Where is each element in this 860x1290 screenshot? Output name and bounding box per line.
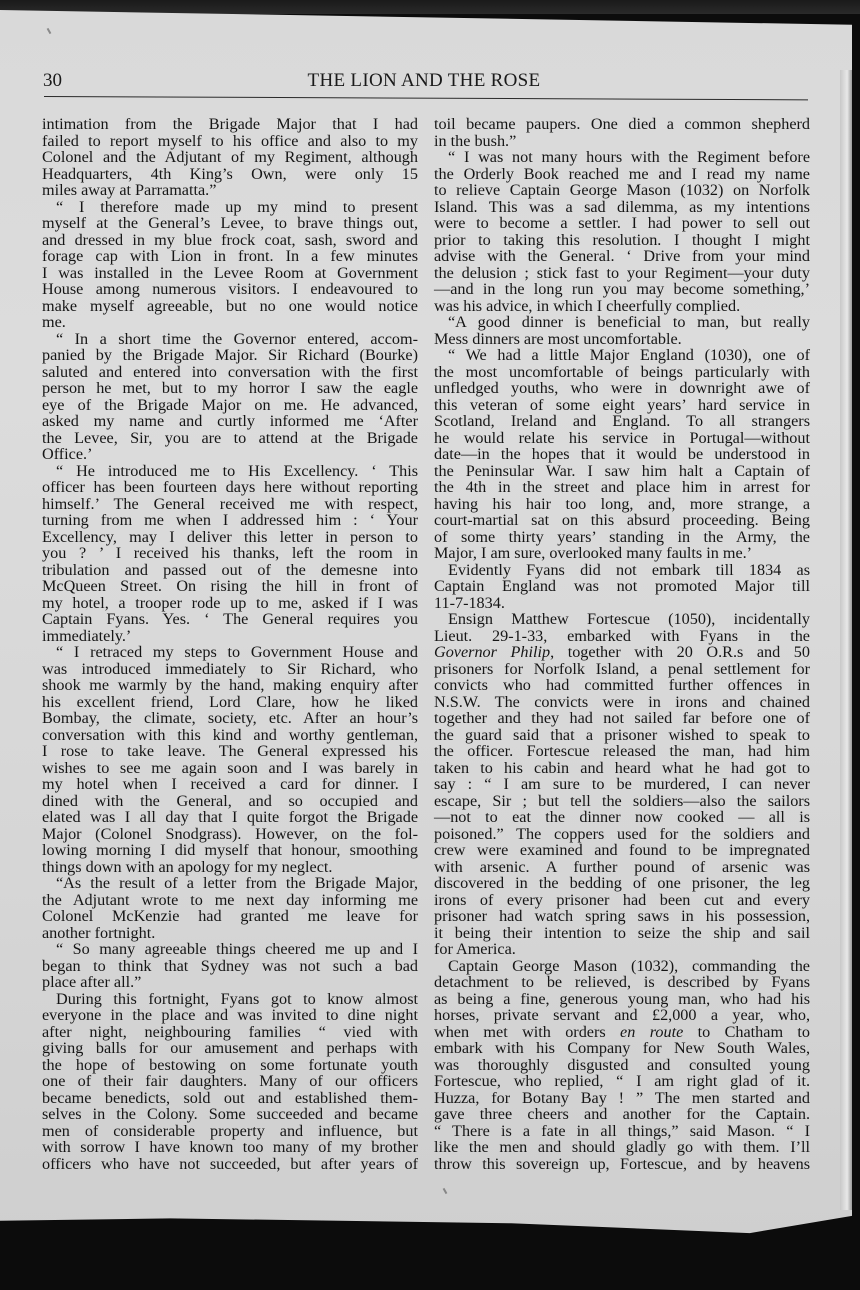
text-line	[434, 991, 810, 1008]
text-run: gave three cheers and another for the Captain.	[434, 1105, 810, 1123]
text-line	[434, 265, 810, 282]
text-run: wishes to see me again soon and I was barely in	[42, 758, 418, 777]
text-run: —and in the long run you may become something,’	[434, 280, 810, 298]
text-line	[42, 941, 418, 958]
text-line	[434, 199, 810, 216]
text-line	[42, 1024, 418, 1041]
text-run: the Adjutant wrote to me next day informing me	[42, 890, 418, 909]
text-run: my hotel, a trooper rode up to me, asked if I was	[42, 593, 418, 612]
text-run: the Levee, Sir, you are to attend at the Brigade	[42, 428, 418, 447]
text-run: my hotel when I received a card for dinner. I	[42, 775, 418, 793]
text-line	[434, 595, 810, 612]
text-run: Major, I am sure, overlooked many faults in me.’	[434, 544, 753, 562]
text-run: Captain England was not promoted Major till	[434, 577, 810, 595]
text-line	[42, 809, 418, 826]
text-line	[434, 1040, 810, 1057]
text-run: “ I therefore made up my mind to present	[56, 197, 418, 216]
text-run: Ensign Matthew Fortescue (1050), incidentally	[448, 610, 810, 628]
text-line	[42, 677, 418, 694]
running-head	[40, 70, 808, 96]
text-line	[42, 1090, 418, 1107]
text-run: embark with his Company for New South Wales,	[434, 1039, 810, 1057]
text-line	[434, 545, 810, 562]
text-run: as being a fine, generous young man, who had his	[434, 989, 810, 1008]
italic-text-run: en route	[620, 1022, 684, 1041]
text-run: failed to report myself to his office and also to my	[42, 131, 418, 150]
text-run: House among numerous visitors. I endeavoured to	[42, 280, 418, 298]
text-run: saluted and entered into conversation with the first	[42, 362, 418, 381]
text-run: 11-7-1834.	[434, 593, 505, 612]
text-run: make myself agreeable, but no one would notice	[42, 296, 418, 315]
text-line	[42, 232, 418, 249]
text-run: in the bush.”	[434, 131, 517, 150]
italic-text-run: Governor Philip	[434, 643, 551, 661]
text-line	[434, 413, 810, 430]
text-run: irons of every prisoner had been cut and every	[434, 890, 810, 909]
text-run: detachment to be relieved, is described by Fyans	[434, 973, 810, 991]
text-run: immediately.’	[42, 626, 132, 645]
text-line	[42, 908, 418, 925]
text-run: and dressed in my blue frock coat, sash, sword and	[42, 230, 418, 249]
text-line	[434, 446, 810, 463]
text-run: During this fortnight, Fyans got to know almost	[56, 989, 418, 1008]
text-run: with sorrow I have known too many of my brother	[42, 1138, 418, 1156]
text-run: court-martial sat on this absurd proceeding. Being	[434, 511, 810, 529]
text-run: it being their intention to seize the ship and sail	[434, 923, 810, 942]
text-run: with arsenic. A further pound of arsenic was	[434, 857, 810, 876]
text-run: lowing morning I did myself that honour, smoothing	[42, 841, 418, 859]
text-line	[434, 1106, 810, 1123]
text-run: escape, Sir ; but tell the soldiers—also the sailors	[434, 791, 810, 810]
text-run: the Peninsular War. I saw him halt a Captain of	[434, 461, 810, 480]
text-run: to Chatham to	[683, 1022, 810, 1041]
text-run: panied by the Brigade Major. Sir Richard (Bourke)	[42, 346, 418, 364]
text-run: Headquarters, 4th King’s Own, were only 15	[42, 164, 418, 183]
text-run: crew were examined and found to be impregnated	[434, 841, 810, 859]
text-line	[434, 908, 810, 925]
text-run: “ There is a fate in all things,” said Mason. “ I	[434, 1121, 810, 1140]
text-line	[434, 875, 810, 892]
text-line	[42, 281, 418, 298]
text-run: me.	[42, 313, 66, 331]
text-line	[434, 479, 810, 496]
text-line	[42, 1123, 418, 1140]
text-run: I rose to take leave. The General expressed his	[42, 742, 418, 760]
text-run: unfledged youths, who were in downright awe of	[434, 379, 810, 397]
text-line	[434, 331, 810, 348]
text-line	[434, 578, 810, 595]
text-run: “ So many agreeable things cheered me up and I	[56, 940, 418, 958]
text-line	[42, 644, 418, 661]
text-line	[434, 232, 810, 249]
text-line	[42, 661, 418, 678]
text-line	[434, 1057, 810, 1074]
text-line	[434, 281, 810, 298]
text-run: tribulation and passed out of the demesne into	[42, 560, 418, 579]
text-run: Colonel McKenzie had granted me leave for	[42, 907, 418, 925]
right-text-column	[434, 116, 810, 1172]
text-run: began to think that Sydney was not such a bad	[42, 956, 418, 975]
text-line	[42, 1156, 418, 1173]
text-run: selves in the Colony. Some succeeded and became	[42, 1105, 418, 1123]
text-line	[434, 463, 810, 480]
text-run: the most uncomfortable of beings particularly with	[434, 362, 810, 381]
text-run: dined with the General, and so occupied and	[42, 791, 418, 810]
text-run: himself.’ The General received me with respect,	[42, 494, 418, 513]
text-line	[434, 496, 810, 513]
text-run: together and they had not sailed far before one of	[434, 709, 810, 727]
text-line	[42, 512, 418, 529]
text-line	[42, 1057, 418, 1074]
text-line	[42, 545, 418, 562]
text-line	[42, 793, 418, 810]
text-run: “ I retraced my steps to Government House and	[56, 643, 418, 661]
text-line	[434, 611, 810, 628]
text-line	[42, 727, 418, 744]
text-run: asked my name and curtly informed me ‘After	[42, 412, 418, 430]
text-line	[434, 380, 810, 397]
text-line	[42, 595, 418, 612]
text-run: horses, private servant and £2,000 a year, who,	[434, 1006, 810, 1024]
text-line	[434, 116, 810, 133]
text-line	[434, 298, 810, 315]
text-run: Colonel and the Adjutant of my Regiment, although	[42, 148, 418, 166]
text-line	[434, 826, 810, 843]
text-run: forage cap with Lion in front. In a few minutes	[42, 247, 418, 265]
text-run: officers who have not succeeded, but after years of	[42, 1154, 418, 1173]
text-line	[434, 1123, 810, 1140]
text-line	[42, 133, 418, 150]
text-line	[42, 430, 418, 447]
text-run: things down with an apology for my neglect.	[42, 857, 333, 876]
text-line	[42, 364, 418, 381]
top-shadow	[0, 0, 860, 14]
text-run: myself at the General’s Levee, to brave things out,	[42, 214, 418, 232]
text-line	[42, 710, 418, 727]
text-line	[434, 529, 810, 546]
text-run: , together with 20 O.R.s and 50	[550, 643, 810, 661]
page-edge	[840, 70, 852, 1210]
text-run: shook me warmly by the hand, making enquiry after	[42, 676, 418, 694]
text-run: convicts who had committed further offences in	[434, 676, 810, 694]
text-line	[42, 875, 418, 892]
paper-speck	[47, 28, 52, 34]
text-run: “ We had a little Major England (1030), one of	[448, 346, 810, 364]
text-line	[42, 116, 418, 133]
text-run: McQueen Street. On rising the hill in front of	[42, 577, 418, 595]
text-run: person he met, but to my horror I saw the eagle	[42, 379, 418, 397]
text-run: was thoroughly disgusted and consulted young	[434, 1055, 810, 1074]
text-line	[434, 743, 810, 760]
text-run: throw this sovereign up, Fortescue, and by heavens	[434, 1154, 810, 1173]
text-run: Captain Fyans. Yes. ‘ The General requires you	[42, 610, 418, 628]
text-run: like the men and should gladly go with them. I’ll	[434, 1138, 810, 1156]
text-run: “ In a short time the Governor entered, accom-	[56, 329, 418, 348]
text-run: toil became paupers. One died a common shepherd	[434, 115, 810, 133]
text-run: officer has been fourteen days here without reporting	[42, 478, 418, 496]
text-run: men of considerable property and influence, but	[42, 1121, 418, 1140]
text-run: I was installed in the Levee Room at Government	[42, 263, 418, 282]
text-line	[434, 892, 810, 909]
text-run: Captain George Mason (1032), commanding the	[448, 956, 810, 975]
text-run: when met with orders	[434, 1022, 621, 1041]
text-run: of some thirty years’ standing in the Army, the	[434, 527, 810, 546]
text-run: this veteran of some eight years’ hard service in	[434, 395, 810, 414]
text-line	[434, 166, 810, 183]
text-line	[42, 694, 418, 711]
text-line	[434, 644, 810, 661]
text-run: the delusion ; stick fast to your Regiment—your duty	[434, 263, 810, 282]
text-line	[42, 199, 418, 216]
text-line	[42, 743, 418, 760]
text-run: poisoned.” The coppers used for the soldiers and	[434, 824, 810, 843]
text-line	[42, 1139, 418, 1156]
text-line	[42, 859, 418, 876]
text-line	[434, 1024, 810, 1041]
text-run: prisoners for Norfolk Island, a penal settlement for	[434, 659, 810, 678]
text-run: he would relate his service in Portugal—without	[434, 428, 810, 447]
text-line	[434, 710, 810, 727]
text-line	[42, 958, 418, 975]
text-run: prior to taking this resolution. I thought I might	[434, 230, 810, 249]
text-run: date—in the hopes that it would be understood in	[434, 445, 810, 463]
text-run: “ I was not many hours with the Regiment before	[448, 148, 810, 166]
text-run: everyone in the place and was invited to dine night	[42, 1006, 418, 1024]
text-line	[434, 974, 810, 991]
text-line	[42, 1073, 418, 1090]
text-line	[42, 479, 418, 496]
text-run: Evidently Fyans did not embark till 1834 as	[448, 560, 810, 579]
text-run: you ? ’ I received his thanks, left the room in	[42, 544, 418, 562]
text-line	[434, 958, 810, 975]
text-run: conversation with this kind and worthy gentleman,	[42, 725, 418, 744]
text-run: miles away at Parramatta.”	[42, 181, 217, 199]
running-title: THE LION AND THE ROSE	[307, 70, 541, 91]
text-line	[42, 611, 418, 628]
text-line	[42, 776, 418, 793]
text-line	[434, 727, 810, 744]
text-run: the officer. Fortescue released the man, had him	[434, 742, 810, 760]
paper-speck	[443, 1188, 448, 1194]
text-line	[434, 809, 810, 826]
text-line	[42, 215, 418, 232]
text-line	[434, 248, 810, 265]
text-run: giving balls for our amusement and perhaps with	[42, 1039, 418, 1057]
text-run: the Orderly Book reached me and I read my name	[434, 164, 810, 183]
text-line	[434, 760, 810, 777]
text-run: Huzza, for Botany Bay ! ” The men started and	[434, 1088, 810, 1107]
text-line	[42, 1007, 418, 1024]
text-line	[42, 760, 418, 777]
text-line	[434, 1007, 810, 1024]
text-line	[434, 677, 810, 694]
text-run: N.S.W. The convicts were in irons and chained	[434, 692, 810, 711]
text-line	[434, 364, 810, 381]
text-run: became benedicts, sold out and established them-	[42, 1088, 418, 1107]
text-line	[434, 661, 810, 678]
text-run: one of their fair daughters. Many of our officers	[42, 1072, 418, 1090]
text-line	[42, 397, 418, 414]
text-line	[434, 776, 810, 793]
text-line	[42, 446, 418, 463]
text-line	[434, 1073, 810, 1090]
text-line	[42, 562, 418, 579]
text-line	[42, 248, 418, 265]
text-line	[434, 1139, 810, 1156]
text-line	[434, 430, 810, 447]
text-line	[434, 842, 810, 859]
text-line	[42, 314, 418, 331]
text-line	[42, 1106, 418, 1123]
text-line	[434, 347, 810, 364]
text-run: Bombay, the climate, society, etc. After an hour’s	[42, 709, 418, 727]
text-line	[434, 925, 810, 942]
text-line	[434, 562, 810, 579]
text-run: intimation from the Brigade Major that I had	[42, 115, 418, 133]
text-line	[434, 182, 810, 199]
text-line	[42, 182, 418, 199]
text-run: turning from me when I addressed him : ‘ Your	[42, 511, 418, 529]
text-line	[434, 694, 810, 711]
text-run: Island. This was a sad dilemma, as my intentions	[434, 197, 810, 216]
text-line	[42, 331, 418, 348]
text-line	[42, 826, 418, 843]
text-run: say : “ I am sure to be murdered, I can never	[434, 775, 810, 793]
left-text-column	[42, 116, 418, 1172]
text-run: for America.	[434, 940, 516, 958]
text-line	[42, 149, 418, 166]
text-line	[42, 380, 418, 397]
text-line	[434, 215, 810, 232]
text-line	[434, 133, 810, 150]
text-run: place after all.”	[42, 973, 142, 991]
text-run: “A good dinner is beneficial to man, but really	[448, 313, 810, 331]
text-run: another fortnight.	[42, 923, 156, 942]
text-line	[42, 298, 418, 315]
text-line	[434, 793, 810, 810]
text-line	[42, 529, 418, 546]
text-run: the hope of bestowing on some fortunate youth	[42, 1055, 418, 1074]
text-line	[42, 413, 418, 430]
text-run: the 4th in the street and place him in arrest for	[434, 478, 810, 496]
text-run: was his advice, in which I cheerfully complied.	[434, 296, 741, 315]
text-run: having his hair too long, and, more strange, a	[434, 494, 810, 513]
text-run: prisoner had watch spring saws in his possession,	[434, 907, 810, 925]
text-run: elated was I all day that I quite forgot the Brigade	[42, 808, 418, 826]
text-run: his excellent friend, Lord Clare, how he liked	[42, 692, 418, 711]
text-line	[42, 463, 418, 480]
text-run: “ He introduced me to His Excellency. ‘ This	[56, 461, 418, 480]
text-line	[42, 892, 418, 909]
text-run: eye of the Brigade Major on me. He advanced,	[42, 395, 418, 414]
text-line	[42, 166, 418, 183]
text-run: the guard said that a prisoner wished to speak to	[434, 725, 810, 744]
text-line	[42, 628, 418, 645]
text-line	[434, 628, 810, 645]
text-line	[42, 842, 418, 859]
text-line	[42, 347, 418, 364]
text-run: —not to eat the dinner now cooked — all is	[434, 808, 810, 826]
text-line	[434, 1090, 810, 1107]
text-line	[434, 1156, 810, 1173]
text-run: advise with the General. ‘ Drive from your mind	[434, 247, 810, 265]
text-line	[42, 925, 418, 942]
text-line	[434, 397, 810, 414]
text-line	[42, 974, 418, 991]
text-run: Office.’	[42, 445, 93, 463]
text-run: Scotland, Ireland and England. To all strangers	[434, 412, 810, 430]
text-line	[434, 314, 810, 331]
text-line	[42, 496, 418, 513]
text-run: were to become a settler. I had power to sell out	[434, 214, 810, 232]
text-line	[42, 265, 418, 282]
text-line	[42, 1040, 418, 1057]
text-line	[434, 512, 810, 529]
text-run: to relieve Captain George Mason (1032) on Norfolk	[434, 181, 810, 199]
text-run: discovered in the bedding of one prisoner, the leg	[434, 874, 810, 892]
text-line	[434, 149, 810, 166]
text-line	[42, 578, 418, 595]
text-run: Mess dinners are most uncomfortable.	[434, 329, 682, 348]
text-run: after night, neighbouring families “ vied with	[42, 1022, 418, 1041]
text-line	[434, 859, 810, 876]
text-run: Fortescue, who replied, “ I am right glad of it.	[434, 1072, 810, 1090]
text-run: “As the result of a letter from the Brigade Major,	[56, 874, 418, 892]
text-run: was introduced immediately to Sir Richard, who	[42, 659, 418, 678]
text-run: Lieut. 29-1-33, embarked with Fyans in the	[434, 626, 810, 645]
text-run: Excellency, may I deliver this letter in person to	[42, 527, 418, 546]
text-line	[434, 941, 810, 958]
page-number: 30	[43, 70, 62, 91]
text-run: taken to his cabin and heard what he had got to	[434, 758, 810, 777]
text-line	[42, 991, 418, 1008]
text-run: Major (Colonel Snodgrass). However, on the fol-	[42, 824, 418, 843]
